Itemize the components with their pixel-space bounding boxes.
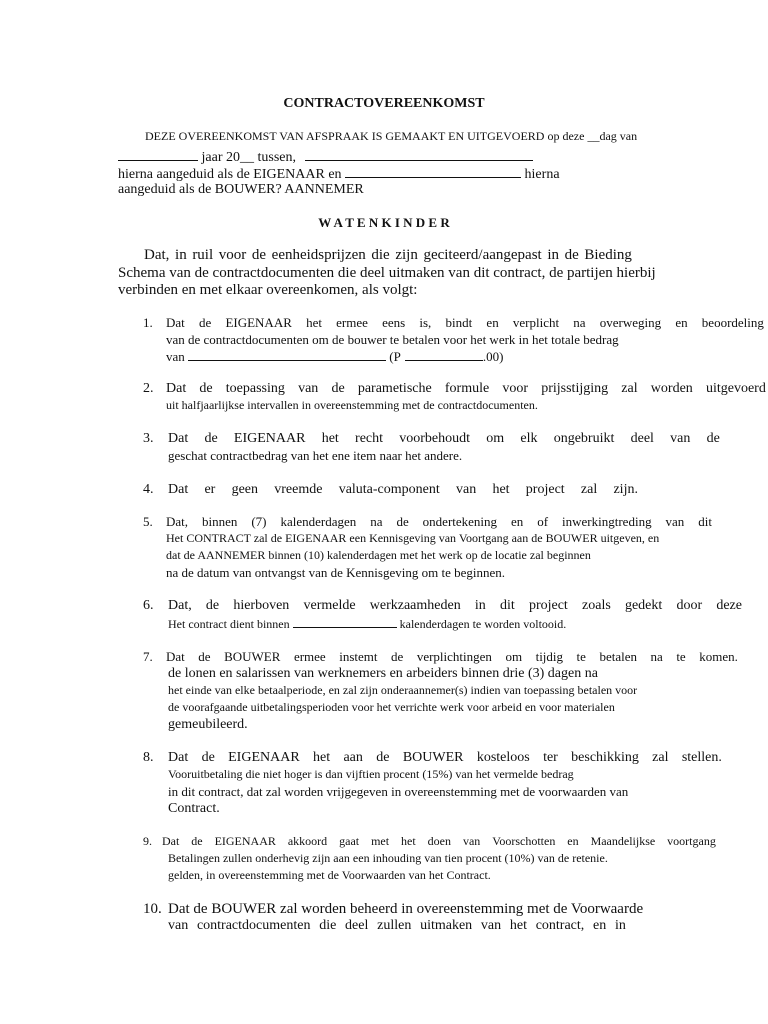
blank-field <box>118 149 198 161</box>
word: gaat <box>339 834 360 848</box>
word: door <box>676 598 703 613</box>
word: voor <box>502 381 529 396</box>
word: dit <box>499 598 515 613</box>
word: of <box>537 514 549 529</box>
item-5-first-line <box>166 515 712 528</box>
word: werkzaamheden <box>369 598 461 613</box>
word: de <box>331 381 345 396</box>
word: de <box>391 649 404 664</box>
word: zal <box>580 482 598 497</box>
word: en <box>511 514 524 529</box>
word: na <box>650 649 663 664</box>
word: Dat <box>162 834 180 848</box>
word: komen. <box>699 649 738 664</box>
word: in <box>547 247 559 263</box>
word: prijsstijging <box>541 381 609 396</box>
word: dit <box>698 514 712 529</box>
preamble-line-3: verbinden en met elkaar overeenkomen, als volgt: <box>118 282 418 298</box>
intro-hierna-text: hierna <box>524 167 560 182</box>
word: contractdocumenten <box>196 918 311 933</box>
word: van <box>670 431 691 446</box>
word: gedekt <box>624 598 663 613</box>
word: Dat <box>168 482 189 497</box>
word: zal <box>621 381 638 396</box>
item-7-line: gemeubileerd. <box>168 717 248 732</box>
word: na <box>370 514 383 529</box>
word: het <box>321 431 339 446</box>
word: worden <box>650 381 693 396</box>
word: van <box>480 918 502 933</box>
word: hierboven <box>233 598 290 613</box>
word: instemt <box>339 649 378 664</box>
word: bindt <box>445 315 473 330</box>
word: om <box>505 649 523 664</box>
item-2-first-line <box>166 382 766 396</box>
item-6-text-a: Het contract dient binnen <box>168 617 290 631</box>
document-title: CONTRACTOVEREENKOMST <box>283 96 485 111</box>
item-number: 3. <box>143 431 154 446</box>
word: uitgevoerd <box>705 381 766 396</box>
word: parametische <box>357 381 432 396</box>
word: de <box>191 834 203 848</box>
word: te <box>576 649 586 664</box>
word: er <box>204 482 216 497</box>
word: beschikking <box>571 750 639 765</box>
intro-line-3 <box>118 166 560 182</box>
word: het <box>401 834 416 848</box>
word: de <box>199 381 213 396</box>
word: de <box>198 649 211 664</box>
word: Maandelijkse <box>590 834 656 848</box>
item-5-line: na de datum van ontvangst van de Kennisgeving om te beginnen. <box>166 565 506 580</box>
item-6-text-b: kalenderdagen te worden voltooid. <box>399 617 567 631</box>
word: deel <box>630 431 654 446</box>
item-8-first-line <box>168 751 722 765</box>
item-1-line: van de contractdocumenten om de bouwer te betalen voor het werk in het totale bedrag <box>166 332 619 347</box>
word: valuta-component <box>338 482 440 497</box>
item-number: 6. <box>143 598 154 613</box>
word: uitmaken <box>420 918 473 933</box>
word: de <box>706 431 720 446</box>
intro-line-4: aangeduid als de BOUWER? AANNEMER <box>118 182 364 197</box>
item-7-first-line <box>166 650 738 663</box>
word: ruil <box>192 247 214 263</box>
item-3-line: geschat contractbedrag van het ene item naar het andere. <box>168 448 463 463</box>
word: van <box>456 482 477 497</box>
word: in <box>474 598 486 613</box>
word: en <box>567 834 579 848</box>
item-number: 5. <box>143 514 153 529</box>
word: eens <box>382 315 406 330</box>
word: verplicht <box>512 315 560 330</box>
word: van <box>298 381 319 396</box>
blank-field <box>188 349 386 361</box>
word: de <box>376 750 390 765</box>
blank-field <box>405 349 483 361</box>
word: en <box>593 918 607 933</box>
word: elk <box>520 431 538 446</box>
word: het <box>492 482 510 497</box>
word: geciteerd/aangepast <box>423 247 542 263</box>
word: de <box>205 598 220 613</box>
word: formule <box>444 381 490 396</box>
word: (7) <box>251 514 267 529</box>
intro-line-1: DEZE OVEREENKOMST VAN AFSPRAAK IS GEMAAKT EN UITGEVOERD op deze __dag van <box>145 129 638 143</box>
word: de <box>564 247 579 263</box>
word: EIGENAAR <box>233 431 306 446</box>
word: in <box>175 247 187 263</box>
word: binnen <box>201 514 238 529</box>
item-7-line: het einde van elke betaalperiode, en zal zijn onderaannemer(s) indien van toepassing betalen voor <box>168 683 638 697</box>
word: inwerkingtreding <box>562 514 652 529</box>
word: overweging <box>599 315 662 330</box>
word: geen <box>231 482 259 497</box>
word: verplichtingen <box>416 649 492 664</box>
item-3-first-line <box>168 432 720 446</box>
word: Dat <box>166 649 185 664</box>
word: Bieding <box>584 247 632 263</box>
word: van <box>168 918 189 933</box>
intro-line-2 <box>118 149 533 165</box>
word: te <box>676 649 686 664</box>
word: zal <box>652 750 669 765</box>
item-10-first-line: Dat de BOUWER zal worden beheerd in overeenstemming met de Voorwaarde <box>168 901 644 917</box>
word: ongebruikt <box>553 431 615 446</box>
word: Dat, <box>166 514 189 529</box>
item-10-second-line <box>168 919 626 933</box>
preamble-line-2: Schema van de contractdocumenten die deel uitmaken van dit contract, de partijen hierbij <box>118 265 656 281</box>
word: en <box>675 315 688 330</box>
word: ter <box>543 750 558 765</box>
word: deel <box>345 918 369 933</box>
word: de <box>396 514 409 529</box>
word: eenheidsprijzen <box>271 247 366 263</box>
word: om <box>486 431 505 446</box>
word: Dat <box>166 315 185 330</box>
blank-field <box>305 149 533 161</box>
section-heading: W A T E N K I N D E R <box>318 215 450 230</box>
item-9-line: gelden, in overeenstemming met de Voorwaarden van het Contract. <box>168 868 491 882</box>
word: van <box>665 514 685 529</box>
word: Dat, <box>144 247 170 263</box>
item-8-line: Vooruitbetaling die niet hoger is dan vijftien procent (15%) van het vermelde bedrag <box>168 767 574 781</box>
word: zijn. <box>613 482 638 497</box>
word: ondertekening <box>422 514 498 529</box>
word: project <box>525 482 565 497</box>
item-number: 9. <box>143 834 152 848</box>
word: project <box>528 598 568 613</box>
item-1-p: (P <box>389 349 401 364</box>
intro-eigenaar-text: hierna aangeduid als de EIGENAAR en <box>118 167 342 182</box>
word: Dat <box>168 431 189 446</box>
word: contract, <box>535 918 585 933</box>
word: de <box>198 315 212 330</box>
word: Dat <box>166 381 187 396</box>
item-2-line: uit halfjaarlijkse intervallen in overeenstemming met de contractdocumenten. <box>166 398 538 412</box>
word: de <box>204 431 218 446</box>
word: zoals <box>582 598 611 613</box>
word: betalen <box>599 649 637 664</box>
item-number: 4. <box>143 482 154 497</box>
item-number: 2. <box>143 381 154 396</box>
item-number: 8. <box>143 750 154 765</box>
word: deze <box>716 598 742 613</box>
word: toepassing <box>225 381 285 396</box>
word: in <box>614 918 626 933</box>
word: BOUWER <box>224 649 281 664</box>
item-number: 10. <box>143 901 162 917</box>
word: die <box>371 247 390 263</box>
word: het <box>306 315 322 330</box>
word: EIGENAAR <box>214 834 276 848</box>
blank-field <box>293 616 397 628</box>
word: die <box>319 918 337 933</box>
word: en <box>486 315 499 330</box>
word: recht <box>355 431 384 446</box>
item-6-line <box>168 616 566 630</box>
word: doen <box>427 834 451 848</box>
word: stellen. <box>681 750 722 765</box>
word: het <box>313 750 331 765</box>
item-9-line: Betalingen zullen onderhevig zijn aan een inhouding van tien procent (10%) van de retenie. <box>168 851 608 865</box>
word: EIGENAAR <box>225 315 292 330</box>
item-5-line: Het CONTRACT zal de EIGENAAR een Kennisgeving van Voortgang aan de BOUWER uitgeven, en <box>166 531 660 545</box>
word: kosteloos <box>476 750 530 765</box>
word: na <box>573 315 586 330</box>
word: voortgang <box>667 834 716 848</box>
word: vermelde <box>303 598 356 613</box>
item-1-van: van <box>166 349 185 364</box>
word: Voorschotten <box>492 834 556 848</box>
word: voorbehoudt <box>399 431 471 446</box>
item-6-first-line <box>168 599 742 613</box>
word: EIGENAAR <box>228 750 300 765</box>
item-5-line: dat de AANNEMER binnen (10) kalenderdagen met het werk op de locatie zal beginnen <box>166 548 591 562</box>
intro-jaar-text: jaar 20__ tussen, <box>201 150 296 165</box>
word: van <box>462 834 481 848</box>
item-8-line: in dit contract, dat zal worden vrijgegeven in overeenstemming met de voorwaarden van <box>168 784 629 799</box>
word: akkoord <box>287 834 328 848</box>
word: BOUWER <box>402 750 464 765</box>
word: de <box>251 247 267 263</box>
word: Dat, <box>168 598 192 613</box>
word: voor <box>218 247 247 263</box>
word: is, <box>419 315 432 330</box>
item-1-first-line <box>166 316 764 329</box>
word: kalenderdagen <box>280 514 357 529</box>
word: ermee <box>293 649 326 664</box>
item-number: 7. <box>143 649 153 664</box>
item-number: 1. <box>143 315 153 330</box>
word: het <box>509 918 527 933</box>
item-8-line: Contract. <box>168 801 220 816</box>
word: beoordeling <box>701 315 764 330</box>
preamble-line-1 <box>144 248 632 263</box>
word: zijn <box>395 247 418 263</box>
blank-field <box>345 166 521 178</box>
item-7-line: de lonen en salarissen van werknemers en arbeiders binnen drie (3) dagen na <box>168 666 598 681</box>
item-1-amount-line <box>166 349 503 363</box>
item-4-first-line <box>168 483 638 497</box>
item-7-line: de voorafgaande uitbetalingsperioden voor het verrichte werk voor arbeid en voor materialen <box>168 700 615 714</box>
word: aan <box>343 750 363 765</box>
word: zullen <box>377 918 412 933</box>
word: met <box>371 834 390 848</box>
word: tijdig <box>535 649 564 664</box>
word: de <box>201 750 215 765</box>
word: ermee <box>336 315 368 330</box>
word: Dat <box>168 750 189 765</box>
word: vreemde <box>274 482 323 497</box>
item-9-first-line <box>162 835 716 847</box>
item-1-end: .00) <box>482 349 504 364</box>
